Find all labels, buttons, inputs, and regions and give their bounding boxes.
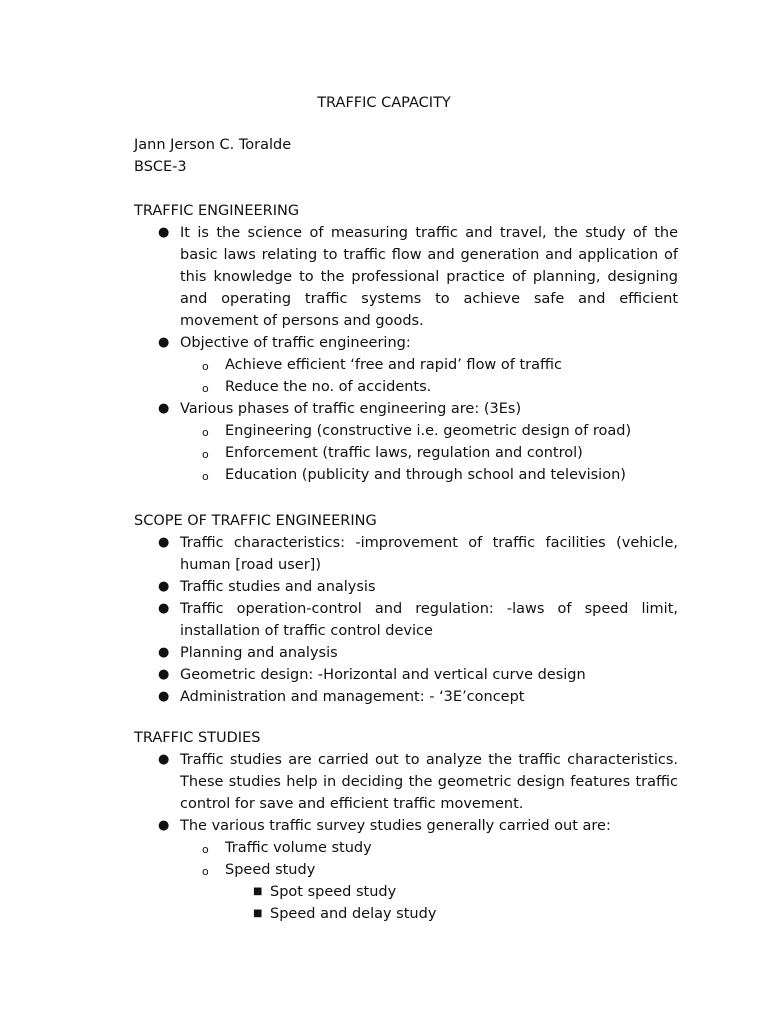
list-item-text: Objective of traffic engineering: [180, 335, 411, 351]
section-heading: TRAFFIC STUDIES [134, 730, 261, 746]
sub-list-item [180, 837, 678, 859]
list-item [134, 532, 678, 576]
list-item-text: Various phases of traffic engineering are: (3Es) [180, 401, 522, 417]
bullet-dot-icon: ● [158, 225, 170, 240]
list-item [134, 664, 678, 686]
section-heading: TRAFFIC ENGINEERING [134, 203, 300, 219]
bullet-circle-icon: o [202, 865, 209, 878]
sub-item-text: Speed study [225, 862, 316, 878]
sub-list-item [180, 376, 678, 398]
document-title: TRAFFIC CAPACITY [317, 95, 451, 111]
bullet-circle-icon: o [202, 843, 209, 856]
bullet-dot-icon: ● [158, 335, 170, 350]
sub-item-text: Education (publicity and through school and television) [225, 467, 626, 483]
list-item [134, 815, 678, 925]
bullet-dot-icon: ● [158, 645, 170, 660]
list-item-text: Geometric design: -Horizontal and vertical curve design [180, 667, 586, 683]
list-item-text: Traffic operation-control and regulation: -laws of speed limit, installation of traffic control device [180, 601, 678, 639]
bullet-dot-icon: ● [158, 535, 170, 550]
bullet-list [134, 222, 678, 486]
sub-list-item [180, 859, 678, 925]
sub-sub-item-text: Speed and delay study [270, 906, 437, 922]
list-item-text: Traffic studies are carried out to analyze the traffic characteristics. These studies help in deciding the geometric design features traffic control for save and efficient traffic movement. [180, 752, 678, 812]
bullet-list [134, 532, 678, 708]
list-item [134, 398, 678, 486]
list-item [134, 222, 678, 332]
bullet-list [134, 749, 678, 925]
list-item [134, 332, 678, 398]
list-item [134, 576, 678, 598]
bullet-circle-icon: o [202, 470, 209, 483]
bullet-circle-icon: o [202, 426, 209, 439]
sub-item-text: Traffic volume study [225, 840, 372, 856]
sub-list-item [180, 420, 678, 442]
bullet-circle-icon: o [202, 382, 209, 395]
bullet-dot-icon: ● [158, 667, 170, 682]
course-code: BSCE-3 [134, 159, 187, 175]
bullet-dot-icon: ● [158, 601, 170, 616]
section-traffic-engineering [134, 200, 678, 486]
author-name: Jann Jerson C. Toralde [134, 137, 292, 153]
bullet-square-icon: ■ [253, 886, 263, 897]
sub-list [180, 354, 678, 398]
sub-list [180, 420, 678, 486]
sub-sub-list [225, 881, 678, 925]
list-item-text: The various traffic survey studies generally carried out are: [180, 818, 611, 834]
section-scope-of-traffic-engineering [134, 510, 678, 708]
bullet-dot-icon: ● [158, 401, 170, 416]
bullet-circle-icon: o [202, 360, 209, 373]
sub-list-item [180, 354, 678, 376]
list-item-text: Traffic studies and analysis [180, 579, 376, 595]
list-item-text: It is the science of measuring traffic and travel, the study of the basic laws relating to traffic flow and generation and application of this knowledge to the professional practice of planning, designing and operating traffic systems to achieve safe and efficient movement of persons and goods. [180, 225, 678, 329]
sub-list-item [180, 464, 678, 486]
sub-item-text: Reduce the no. of accidents. [225, 379, 432, 395]
bullet-dot-icon: ● [158, 689, 170, 704]
list-item-text: Administration and management: - ‘3E’concept [180, 689, 525, 705]
list-item [134, 749, 678, 815]
list-item [134, 598, 678, 642]
author-block [134, 134, 291, 178]
sub-item-text: Achieve efficient ‘free and rapid’ flow of traffic [225, 357, 563, 373]
bullet-dot-icon: ● [158, 818, 170, 833]
sub-list-item [180, 442, 678, 464]
sub-sub-list-item [225, 881, 678, 903]
list-item-text: Planning and analysis [180, 645, 338, 661]
list-item [134, 686, 678, 708]
sub-sub-list-item [225, 903, 678, 925]
sub-item-text: Engineering (constructive i.e. geometric design of road) [225, 423, 632, 439]
list-item-text: Traffic characteristics: -improvement of traffic facilities (vehicle, human [road user]) [180, 535, 678, 573]
sub-sub-item-text: Spot speed study [270, 884, 397, 900]
section-heading: SCOPE OF TRAFFIC ENGINEERING [134, 513, 377, 529]
bullet-square-icon: ■ [253, 908, 263, 919]
section-traffic-studies [134, 727, 678, 925]
bullet-dot-icon: ● [158, 579, 170, 594]
sub-item-text: Enforcement (traffic laws, regulation and control) [225, 445, 583, 461]
list-item [134, 642, 678, 664]
bullet-circle-icon: o [202, 448, 209, 461]
bullet-dot-icon: ● [158, 752, 170, 767]
sub-list [180, 837, 678, 925]
